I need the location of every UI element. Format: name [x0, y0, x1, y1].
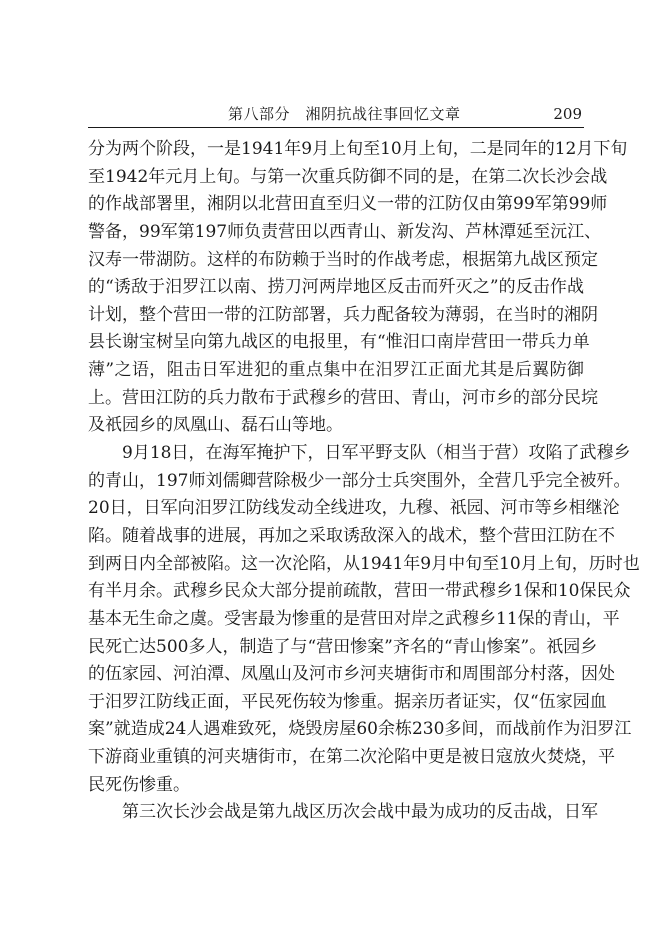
- text-line: 薄”之语，阻击日军进犯的重点集中在汨罗江正面尤其是后翼防御: [88, 360, 584, 381]
- text-line: 的伍家园、河泊潭、凤凰山及河市乡河夹塘街市和周围部分村落，因处: [88, 664, 615, 685]
- text-line: 的青山，197师刘儒卿营除极少一部分士兵突围外，全营几乎完全被歼。: [88, 470, 631, 491]
- header-title: 第八部分 湘阴抗战往事回忆文章: [228, 105, 461, 123]
- text-line: 汉寿一带湖防。这样的布防赖于当时的作战考虑，根据第九战区预定: [88, 249, 598, 270]
- text-line: 第三次长沙会战是第九战区历次会战中最为成功的反击战，日军: [122, 802, 598, 823]
- paragraph: [88, 799, 598, 827]
- paragraph: [88, 136, 628, 440]
- text-line: 9月18日，在海军掩护下，日军平野支队（相当于营）攻陷了武穆乡: [122, 443, 631, 464]
- text-line: 下游商业重镇的河夹塘街市，在第二次沦陷中更是被日寇放火焚烧，平: [88, 747, 615, 768]
- text-line: 上。营田江防的兵力散布于武穆乡的营田、青山，河市乡的部分民垸: [88, 387, 598, 408]
- text-line: 的“诱敌于汨罗江以南、捞刀河两岸地区反击而歼灭之”的反击作战: [88, 277, 584, 298]
- text-line: 案”就造成24人遇难致死，烧毁房屋60余栋230多间，而战前作为汨罗江: [88, 719, 632, 740]
- text-line: 民死亡达500多人，制造了与“营田惨案”齐名的“青山惨案”。祇园乡: [88, 636, 598, 657]
- running-header: [88, 104, 584, 128]
- text-line: 警备，99军第197师负责营田以西青山、新发沟、芦林潭延至沅江、: [88, 221, 602, 242]
- text-line: 县长谢宝树呈向第九战区的电报里，有“惟汨口南岸营田一带兵力单: [88, 332, 590, 353]
- text-line: 于汨罗江防线正面，平民死伤较为惨重。据亲历者证实，仅“伍家园血: [88, 691, 607, 712]
- text-line: 民死伤惨重。: [88, 774, 190, 795]
- text-line: 基本无生命之虞。受害最为惨重的是营田对岸之武穆乡11保的青山，平: [88, 608, 620, 629]
- text-line: 及祇园乡的凤凰山、磊石山等地。: [88, 415, 343, 436]
- page-number: 209: [553, 105, 582, 123]
- text-line: 计划，整个营田一带的江防部署，兵力配备较为薄弱，在当时的湘阴: [88, 304, 598, 325]
- text-line: 到两日内全部被陷。这一次沦陷，从1941年9月中旬至10月上旬，历时也: [88, 553, 640, 574]
- body-text: [88, 136, 640, 827]
- text-line: 有半月余。武穆乡民众大部分提前疏散，营田一带武穆乡1保和10保民众: [88, 581, 631, 602]
- text-line: 陷。随着战事的进展，再加之采取诱敌深入的战术，整个营田江防在不: [88, 525, 615, 546]
- text-line: 20日，日军向汨罗江防线发动全线进攻，九穆、祇园、河市等乡相继沦: [88, 498, 620, 519]
- paragraph: [88, 440, 640, 799]
- text-line: 分为两个阶段，一是1941年9月上旬至10月上旬，二是同年的12月下旬: [88, 139, 628, 159]
- text-line: 的作战部署里，湘阴以北营田直至归义一带的江防仅由第99军第99师: [88, 194, 608, 215]
- text-line: 至1942年元月上旬。与第一次重兵防御不同的是，在第二次长沙会战: [88, 166, 608, 187]
- header-rule: [88, 127, 584, 128]
